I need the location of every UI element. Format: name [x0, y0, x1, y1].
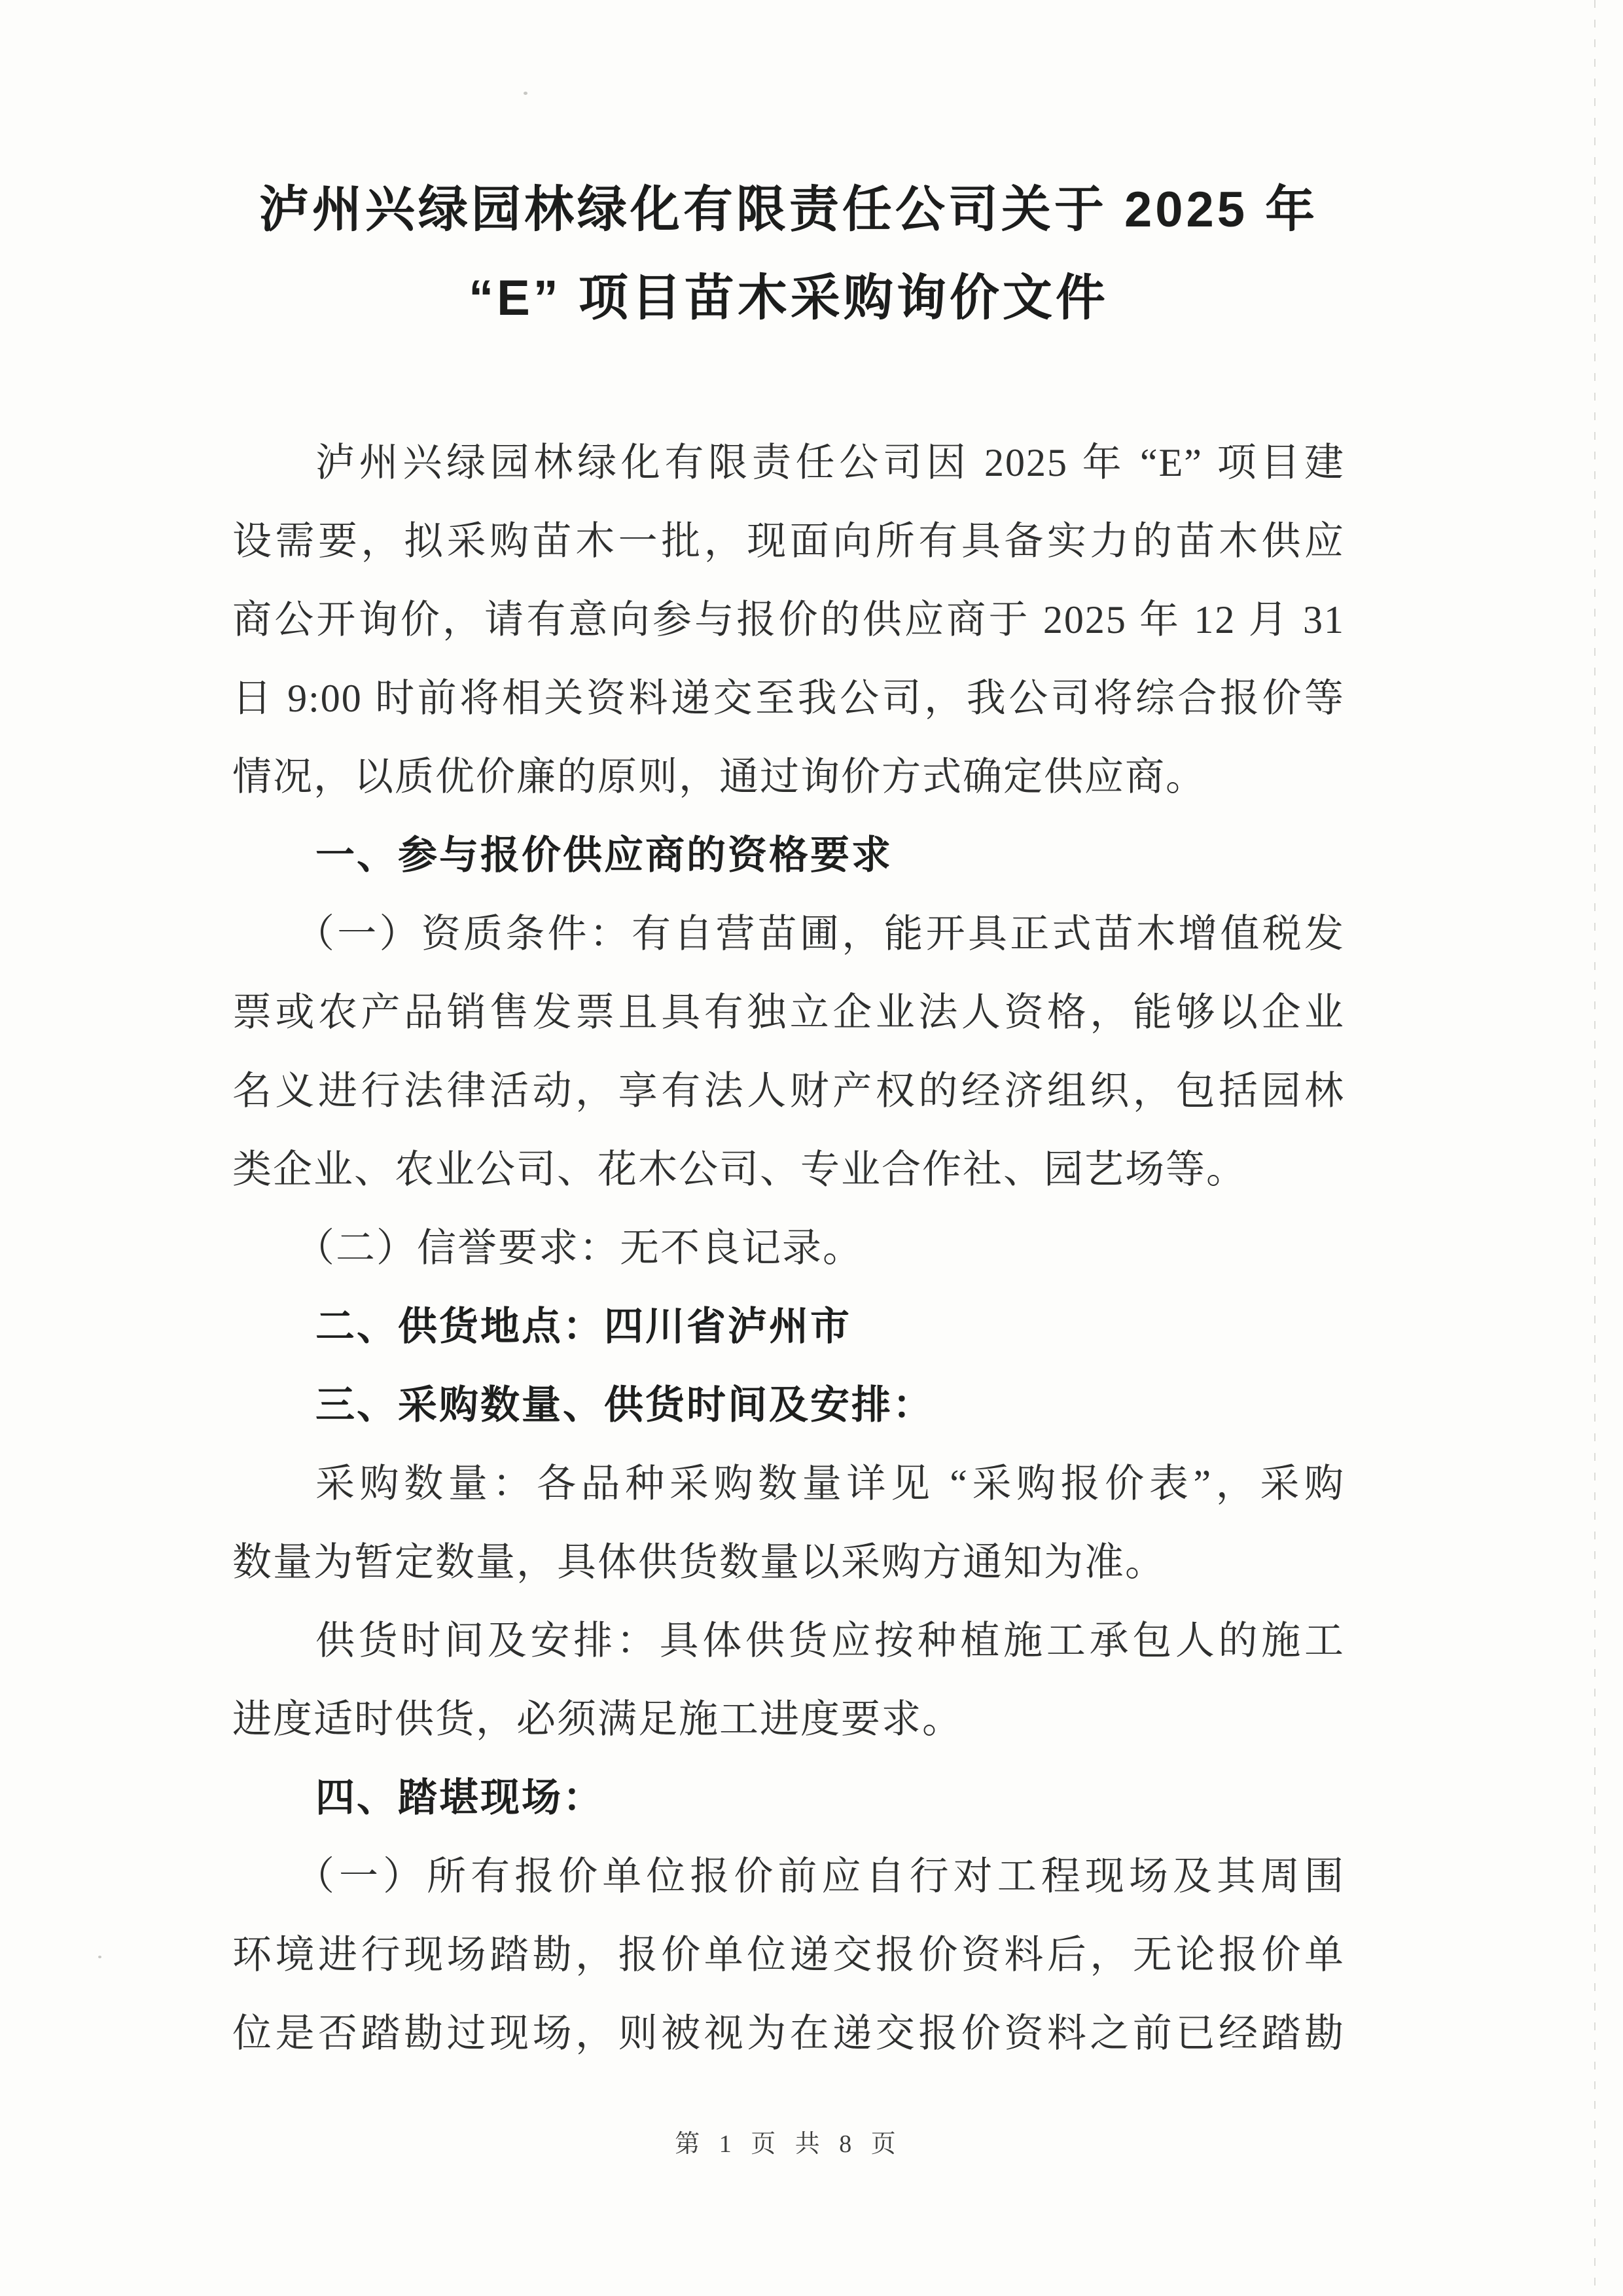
scan-edge-shadow — [1594, 0, 1596, 2296]
document-line: 情况，以质优价廉的原则，通过询价方式确定供应商。 — [232, 755, 1206, 798]
document-line: 日 9:00 时前将相关资料递交至我公司，我公司将综合报价等 — [232, 677, 1345, 720]
document-line: 数量为暂定数量，具体供货数量以采购方通知为准。 — [232, 1541, 1166, 1584]
document-title-line-2: “E” 项目苗木采购询价文件 — [469, 270, 1109, 326]
document-body — [232, 423, 1345, 2073]
document-line: 位是否踏勘过现场，则被视为在递交报价资料之前已经踏勘 — [232, 2012, 1345, 2055]
section-heading: 三、采购数量、供货时间及安排： — [315, 1383, 934, 1427]
page-number-footer: 第 1 页 共 8 页 — [675, 2130, 902, 2158]
document-title-line-1: 泸州兴绿园林绿化有限责任公司关于 2025 年 — [259, 182, 1319, 238]
document-line: 环境进行现场踏勘，报价单位递交报价资料后，无论报价单 — [232, 1933, 1345, 1977]
document-line: 设需要，拟采购苗木一批，现面向所有具备实力的苗木供应 — [232, 520, 1345, 563]
document-line: 商公开询价，请有意向参与报价的供应商于 2025 年 12 月 31 — [232, 598, 1345, 641]
document-line: 名义进行法律活动，享有法人财产权的经济组织，包括园林 — [232, 1069, 1345, 1113]
section-heading: 二、供货地点：四川省泸州市 — [315, 1304, 851, 1348]
document-line: （一）资质条件：有自营苗圃，能开具正式苗木增值税发 — [295, 912, 1345, 956]
document-line: 票或农产品销售发票且具有独立企业法人资格，能够以企业 — [232, 991, 1345, 1034]
section-heading: 一、参与报价供应商的资格要求 — [315, 833, 893, 877]
section-heading: 四、踏堪现场： — [315, 1776, 604, 1820]
document-line: （二）信誉要求：无不良记录。 — [295, 1227, 863, 1270]
document-line: 供货时间及安排：具体供货应按种植施工承包人的施工 — [315, 1619, 1345, 1662]
document-line: （一）所有报价单位报价前应自行对工程现场及其周围 — [295, 1855, 1345, 1898]
scan-speck — [98, 1956, 101, 1958]
document-title — [232, 166, 1345, 342]
document-line: 采购数量：各品种采购数量详见 “采购报价表”，采购 — [315, 1462, 1345, 1505]
scan-speck — [524, 92, 527, 95]
document-line: 类企业、农业公司、花木公司、专业合作社、园艺场等。 — [232, 1148, 1247, 1191]
document-line: 进度适时供货，必须满足施工进度要求。 — [232, 1698, 963, 1741]
document-line: 泸州兴绿园林绿化有限责任公司因 2025 年 “E” 项目建 — [315, 441, 1345, 484]
